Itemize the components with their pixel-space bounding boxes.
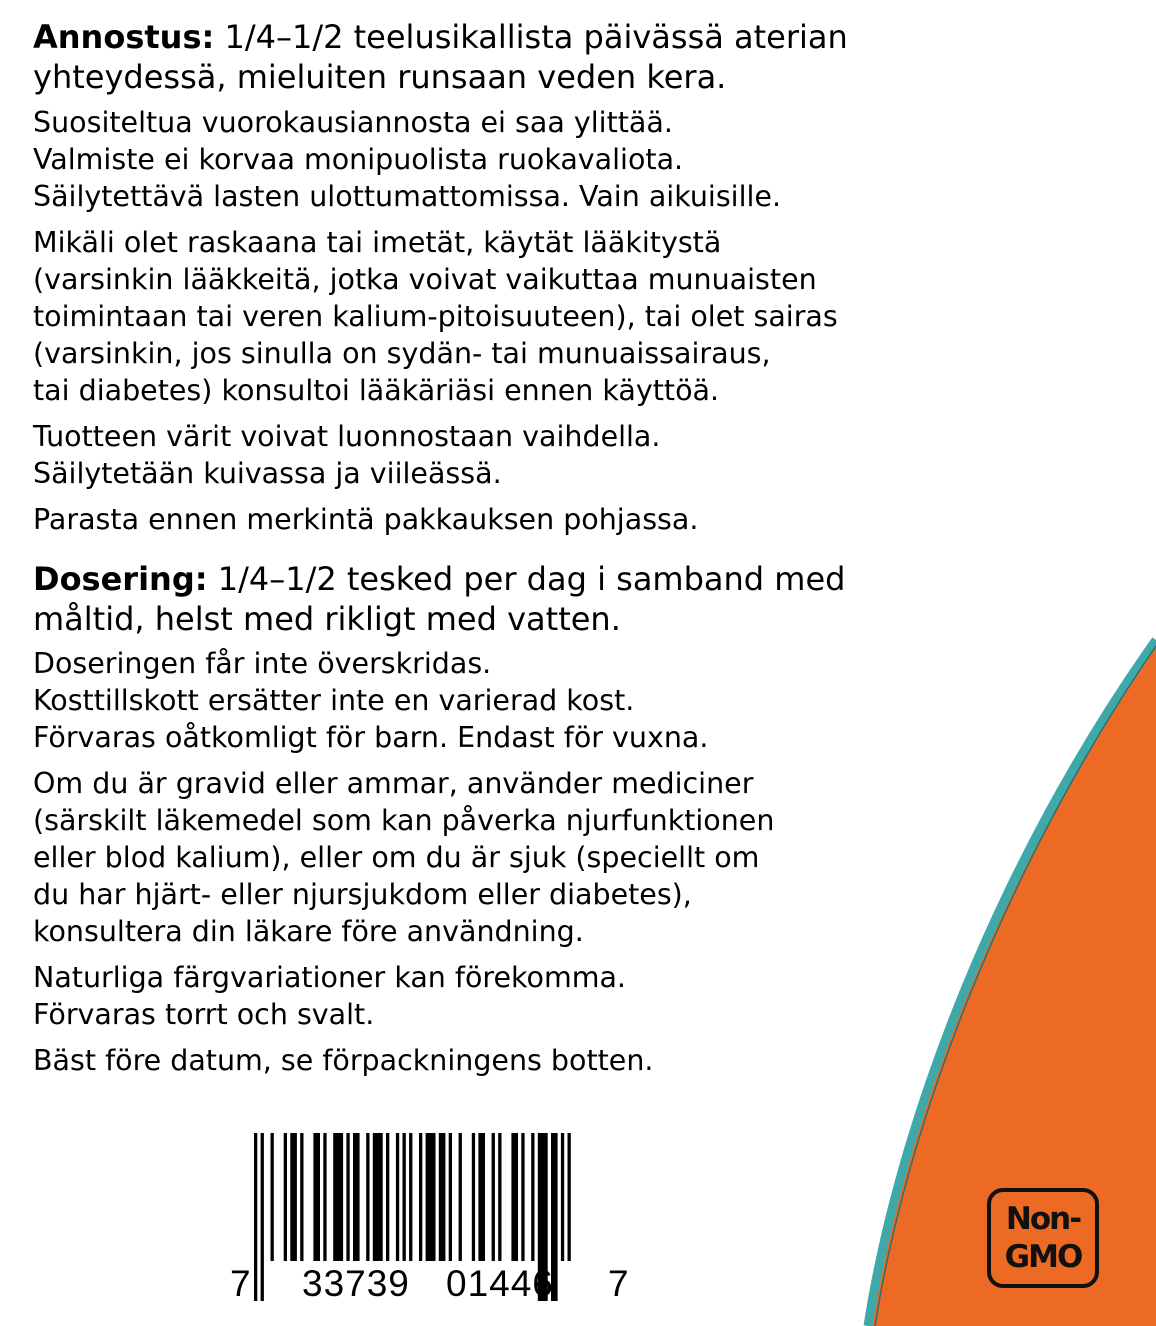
fi-medical-paragraph [33,224,913,409]
fi-warning-line: Suositeltua vuorokausiannosta ei saa ylittää. [33,106,673,139]
fi-dosage-text-line: yhteydessä, mieluiten runsaan veden kera. [33,58,727,96]
sv-warning-line: Förvaras oåtkomligt för barn. Endast för vuxna. [33,721,709,754]
barcode-bar [403,1133,406,1261]
barcode-right-group: 01446 [446,1263,554,1304]
fi-medical-line: Mikäli olet raskaana tai imetät, käytät lääkitystä [33,226,722,259]
fi-medical-line: tai diabetes) konsultoi lääkäriäsi ennen käyttöä. [33,374,720,407]
barcode-bar [284,1133,287,1261]
fi-best-before [33,501,913,538]
fi-dosage-paragraph [33,17,913,97]
barcode-check-digit: 7 [608,1263,630,1304]
barcode-bar [561,1133,564,1261]
fi-storage-line: Säilytetään kuivassa ja viileässä. [33,457,502,490]
fi-best-before-text: Parasta ennen merkintä pakkauksen pohjassa. [33,503,699,536]
barcode-bar [366,1133,369,1261]
fi-storage-line: Tuotteen värit voivat luonnostaan vaihdella. [33,420,661,453]
sv-medical-line: (särskilt läkemedel som kan påverka njurfunktionen [33,804,775,837]
sv-storage-line: Förvaras torrt och svalt. [33,998,375,1031]
sv-storage-paragraph [33,959,913,1033]
barcode-bars [232,1133,632,1313]
fi-storage-paragraph [33,418,913,492]
sv-dosage-paragraph [33,559,913,639]
barcode-bar [568,1133,571,1261]
barcode-bar [323,1133,326,1261]
barcode-bar [313,1133,320,1261]
sv-medical-line: konsultera din läkare före användning. [33,915,584,948]
barcode [232,1133,632,1313]
barcode-bar [439,1133,446,1261]
sv-storage-line: Naturliga färgvariationer kan förekomma. [33,961,626,994]
fi-dosage-text: 1/4–1/2 teelusikallista päivässä aterian [214,18,848,56]
sv-warning-line: Kosttillskott ersätter inte en varierad kost. [33,684,635,717]
sv-best-before [33,1042,913,1079]
barcode-bar [290,1133,297,1261]
non-gmo-badge [987,1188,1099,1288]
sv-medical-line: du har hjärt- eller njursjukdom eller diabetes), [33,878,692,911]
sv-best-before-text: Bäst före datum, se förpackningens botten. [33,1044,654,1077]
fi-dosage-heading: Annostus: [33,18,215,56]
fi-medical-line: (varsinkin lääkkeitä, jotka voivat vaikuttaa munuaisten [33,263,817,296]
barcode-first-digit: 7 [230,1263,252,1304]
barcode-bar [459,1133,462,1261]
barcode-bar [426,1133,436,1261]
barcode-bar [300,1133,303,1261]
barcode-bar [449,1133,452,1261]
barcode-bar [478,1133,485,1261]
product-label-text [33,0,913,1079]
fi-warnings-paragraph [33,104,913,215]
non-gmo-line2: GMO [1004,1239,1082,1275]
fi-warning-line: Säilytettävä lasten ulottumattomissa. Vain aikuisille. [33,180,782,213]
sv-warnings-paragraph [33,645,913,756]
sv-medical-line: Om du är gravid eller ammar, använder mediciner [33,767,754,800]
sv-warning-line: Doseringen får inte överskridas. [33,647,492,680]
sv-dosage-text-line: måltid, helst med rikligt med vatten. [33,600,621,638]
barcode-bar [261,1133,264,1301]
barcode-bar [409,1133,412,1261]
barcode-bar [492,1133,495,1261]
barcode-bar [396,1133,399,1261]
sv-medical-line: eller blod kalium), eller om du är sjuk (speciellt om [33,841,760,874]
fi-medical-line: (varsinkin, jos sinulla on sydän- tai munuaissairaus, [33,337,771,370]
barcode-bar [498,1133,501,1261]
barcode-bar [353,1133,360,1261]
barcode-bar [333,1133,343,1261]
sv-dosage-heading: Dosering: [33,560,208,598]
fi-medical-line: toimintaan tai veren kalium-pitoisuuteen), tai olet sairas [33,300,838,333]
barcode-bar [386,1133,389,1261]
barcode-bar [419,1133,422,1261]
barcode-bar [254,1133,257,1301]
barcode-bar [472,1133,475,1261]
fi-warning-line: Valmiste ei korvaa monipuolista ruokavaliota. [33,143,684,176]
non-gmo-line1: Non- [1005,1201,1081,1237]
barcode-bar [346,1133,349,1261]
barcode-bar [271,1133,274,1261]
barcode-left-group: 33739 [302,1263,410,1304]
barcode-bar [531,1133,534,1261]
sv-medical-paragraph [33,765,913,950]
barcode-bar [511,1133,518,1261]
barcode-bar [521,1133,524,1261]
barcode-bar [373,1133,383,1261]
sv-dosage-text: 1/4–1/2 tesked per dag i samband med [207,560,846,598]
